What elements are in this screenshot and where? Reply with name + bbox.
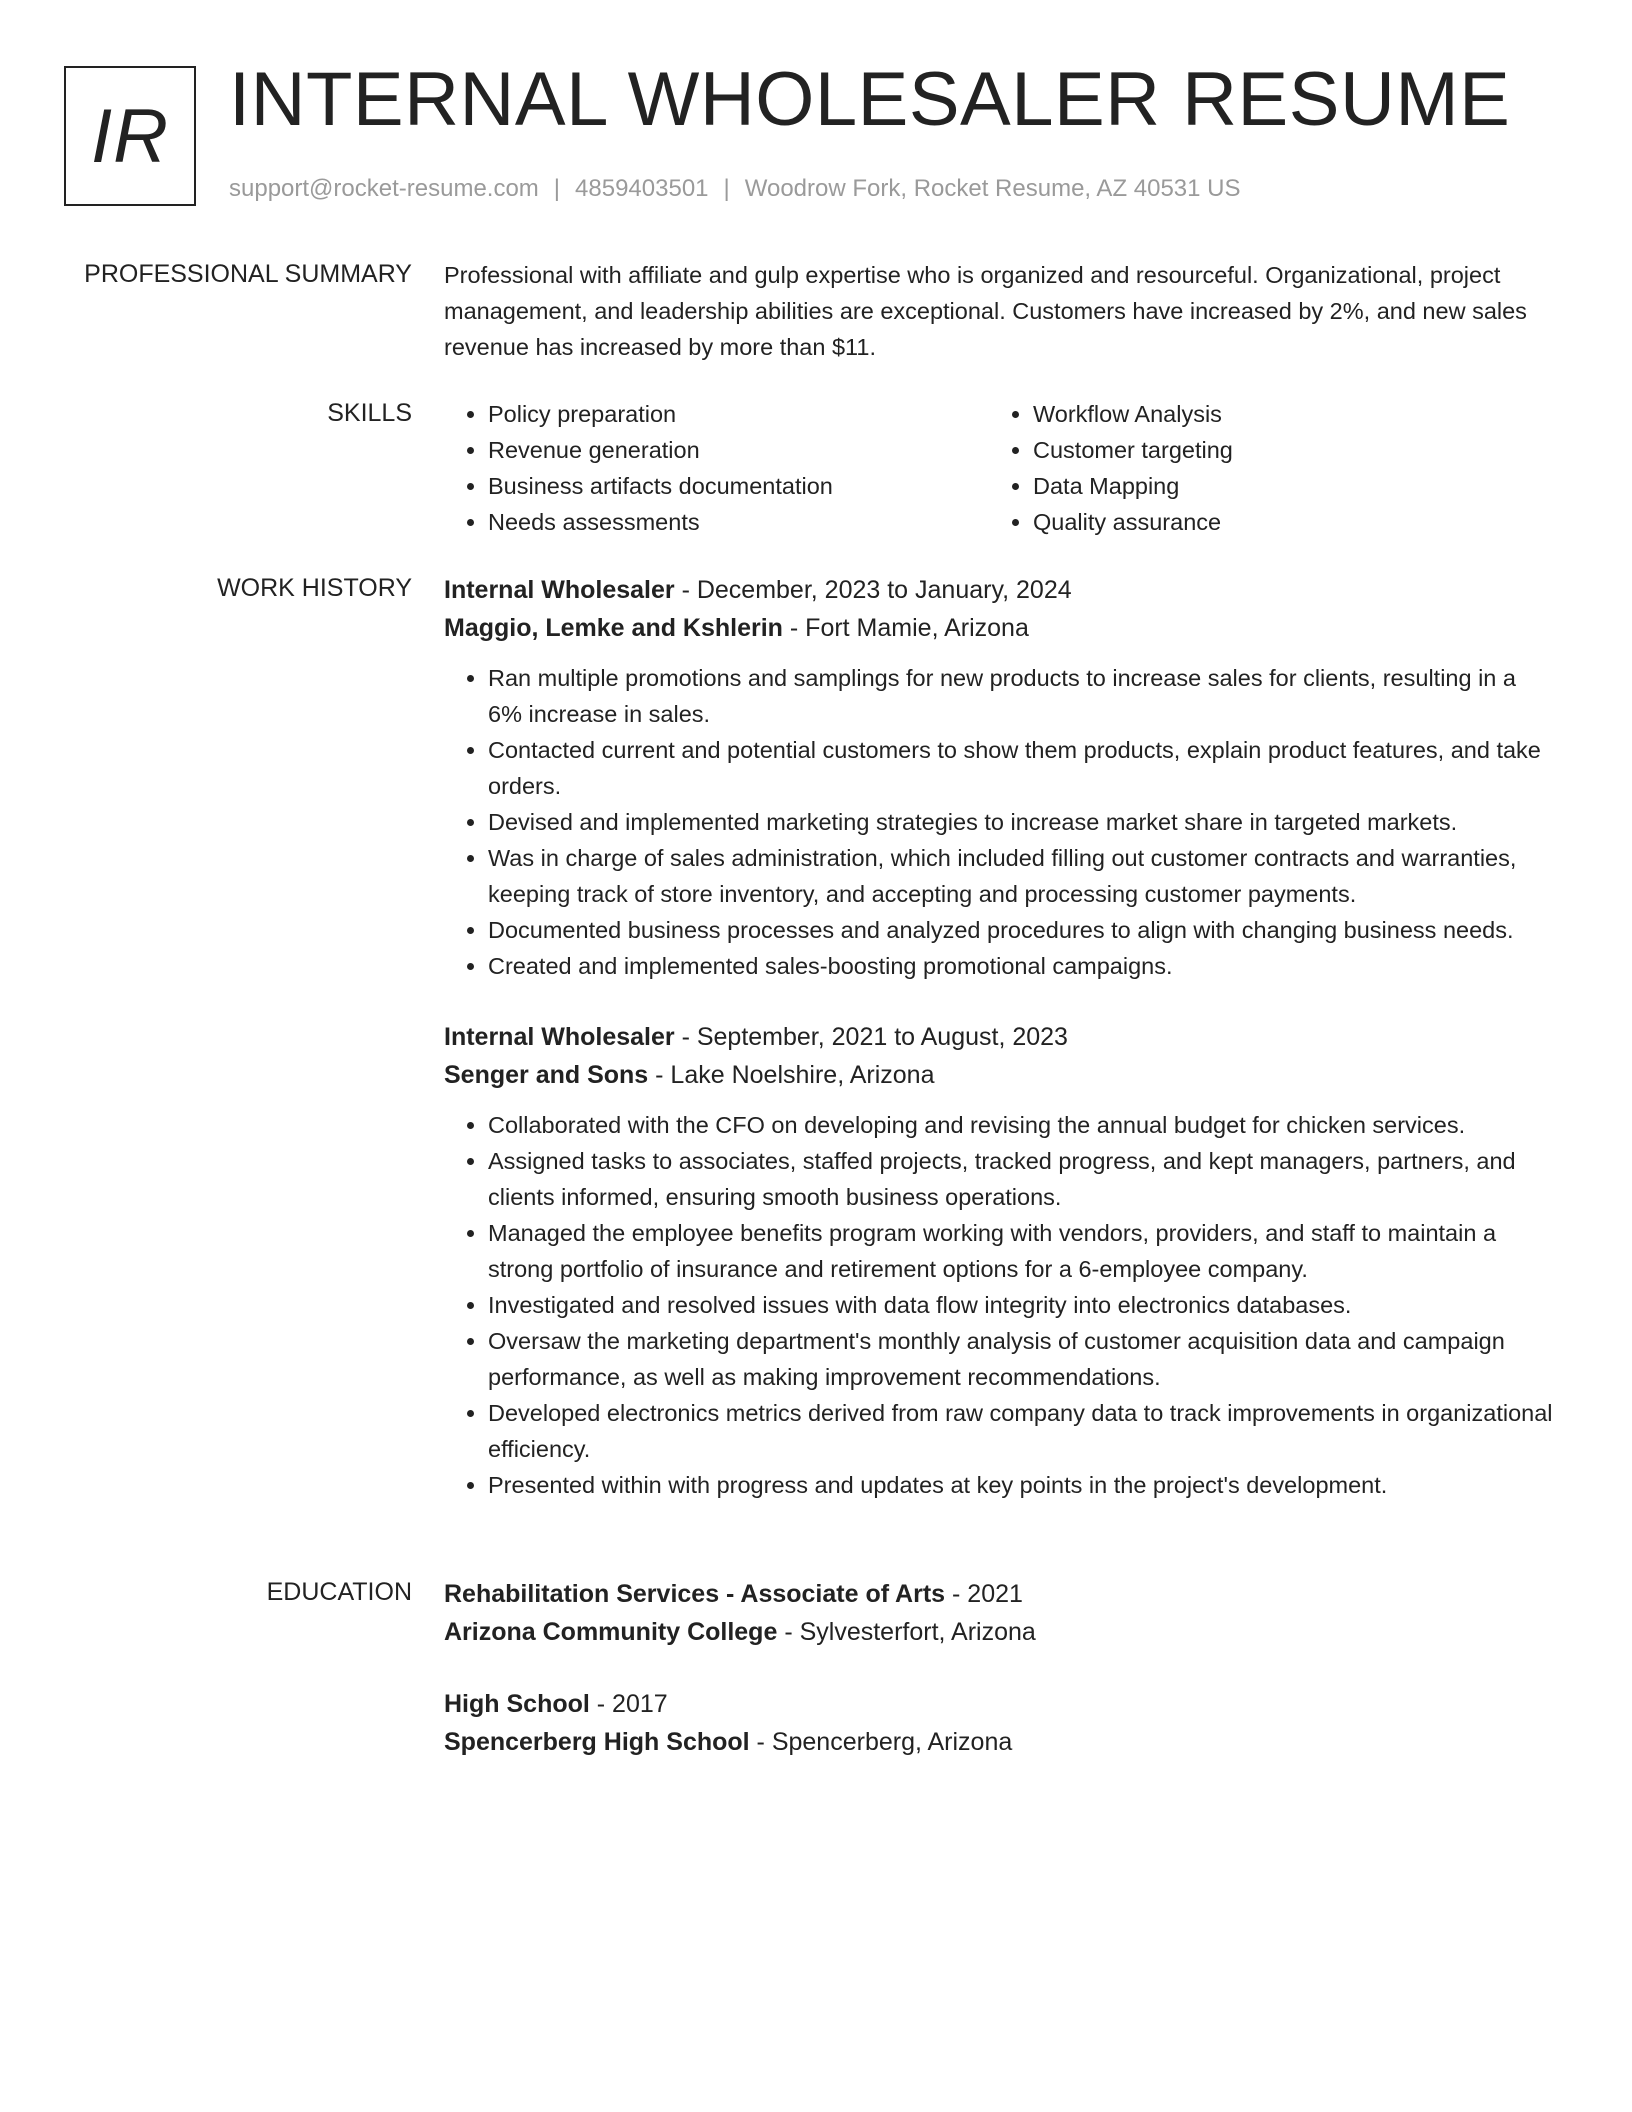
skill-item: • Data Mapping — [1033, 468, 1534, 504]
job-location: - Lake Noelshire, Arizona — [648, 1061, 935, 1089]
education-school: Spencerberg High School — [444, 1728, 750, 1756]
job-company-line — [444, 1056, 1554, 1094]
job-bullet: • Investigated and resolved issues with data flow integrity into electronics databases. — [488, 1287, 1554, 1323]
job-dates: - September, 2021 to August, 2023 — [674, 1023, 1068, 1051]
education-entry — [444, 1685, 1554, 1761]
education-school-line — [444, 1613, 1554, 1651]
job-bullet: • Assigned tasks to associates, staffed projects, tracked progress, and kept managers, partners, and clients informed, ensuring smooth business operations. — [488, 1143, 1554, 1215]
skills-list-left — [444, 396, 989, 540]
education-school: Arizona Community College — [444, 1618, 778, 1646]
contact-email: support@rocket-resume.com — [229, 175, 539, 202]
job-title: Internal Wholesaler — [444, 576, 675, 604]
education-degree-line — [444, 1685, 1554, 1723]
section-heading-summary: PROFESSIONAL SUMMARY — [84, 260, 412, 288]
skill-item: • Workflow Analysis — [1033, 396, 1534, 432]
skill-item: • Needs assessments — [488, 504, 989, 540]
education-degree: High School — [444, 1690, 590, 1718]
job-entry — [444, 1018, 1554, 1503]
job-bullet: • Collaborated with the CFO on developing and revising the annual budget for chicken services. — [488, 1107, 1554, 1143]
summary-text: Professional with affiliate and gulp expertise who is organized and resourceful. Organizational, project management, and leadership abilities are exceptional. Customers have increased by 2%, and new sales revenue has increased by more than $11. — [444, 262, 1527, 360]
contact-line — [229, 173, 1241, 204]
job-company-line — [444, 609, 1554, 647]
section-heading-skills: SKILLS — [327, 399, 412, 427]
monogram-logo: IR — [64, 66, 196, 206]
job-bullet: • Presented within with progress and updates at key points in the project's development. — [488, 1467, 1554, 1503]
skill-item: • Quality assurance — [1033, 504, 1534, 540]
skill-item: • Policy preparation — [488, 396, 989, 432]
work-history-body — [444, 571, 1554, 1503]
education-degree-line — [444, 1575, 1554, 1613]
education-location: - Sylvesterfort, Arizona — [777, 1618, 1036, 1646]
skill-item: • Business artifacts documentation — [488, 468, 989, 504]
skills-list-right — [989, 396, 1534, 540]
job-bullet: • Managed the employee benefits program working with vendors, providers, and staff to maintain a strong portfolio of insurance and retirement options for a 6-employee company. — [488, 1215, 1554, 1287]
job-bullet: • Developed electronics metrics derived from raw company data to track improvements in organizational efficiency. — [488, 1395, 1554, 1467]
job-company: Senger and Sons — [444, 1061, 649, 1089]
education-school-line — [444, 1723, 1554, 1761]
job-bullet-list — [444, 660, 1554, 984]
education-location: - Spencerberg, Arizona — [749, 1728, 1013, 1756]
job-bullet: • Contacted current and potential customers to show them products, explain product features, and take orders. — [488, 732, 1554, 804]
job-location: - Fort Mamie, Arizona — [782, 614, 1029, 642]
education-entry — [444, 1575, 1554, 1651]
job-bullet: • Was in charge of sales administration, which included filling out customer contracts and warranties, keeping track of store inventory, and accepting and processing customer payments. — [488, 840, 1554, 912]
job-bullet-list — [444, 1107, 1554, 1503]
contact-separator: | — [553, 175, 561, 202]
job-company: Maggio, Lemke and Kshlerin — [444, 614, 783, 642]
job-title-line — [444, 571, 1554, 609]
job-entry — [444, 571, 1554, 984]
job-dates: - December, 2023 to January, 2024 — [674, 576, 1072, 604]
skill-item: • Revenue generation — [488, 432, 989, 468]
education-year: - 2021 — [945, 1580, 1023, 1608]
contact-address: Woodrow Fork, Rocket Resume, AZ 40531 US — [744, 175, 1241, 202]
job-title-line — [444, 1018, 1554, 1056]
resume-title: INTERNAL WHOLESALER RESUME — [229, 57, 1511, 142]
education-year: - 2017 — [589, 1690, 668, 1718]
job-bullet: • Oversaw the marketing department's monthly analysis of customer acquisition data and campaign performance, as well as making improvement recommendations. — [488, 1323, 1554, 1395]
education-body — [444, 1575, 1554, 1761]
contact-separator: | — [723, 175, 730, 202]
skill-item: • Customer targeting — [1033, 432, 1534, 468]
skills-body — [444, 396, 1554, 540]
job-bullet: • Documented business processes and analyzed procedures to align with changing business needs. — [488, 912, 1554, 948]
summary-body — [444, 257, 1554, 365]
job-title: Internal Wholesaler — [444, 1023, 675, 1051]
skills-columns — [444, 396, 1554, 540]
education-degree: Rehabilitation Services - Associate of Arts — [444, 1580, 946, 1608]
job-bullet: • Devised and implemented marketing strategies to increase market share in targeted markets. — [488, 804, 1554, 840]
contact-phone: 4859403501 — [575, 175, 709, 202]
section-heading-education: EDUCATION — [266, 1578, 412, 1606]
job-bullet: • Created and implemented sales-boosting promotional campaigns. — [488, 948, 1554, 984]
job-bullet: • Ran multiple promotions and samplings for new products to increase sales for clients, resulting in a 6% increase in sales. — [488, 660, 1554, 732]
section-heading-work-history: WORK HISTORY — [217, 574, 412, 602]
